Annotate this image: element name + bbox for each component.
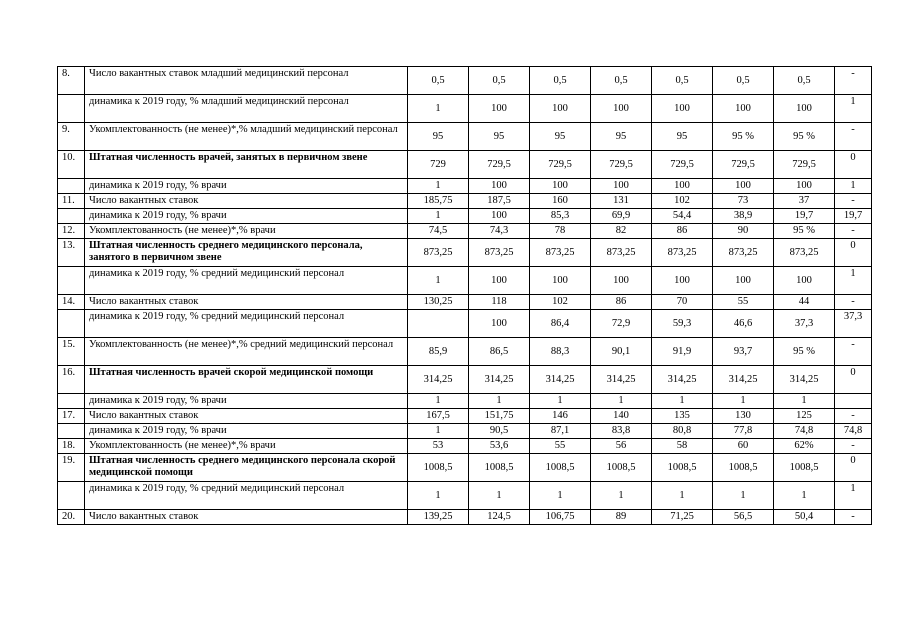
value-cell: 139,25 xyxy=(408,510,469,525)
value-cell: 54,4 xyxy=(652,209,713,224)
table-row xyxy=(58,95,872,123)
table-row xyxy=(58,67,872,95)
row-number: 17. xyxy=(58,409,85,424)
value-cell: 0,5 xyxy=(530,67,591,95)
value-cell: 1 xyxy=(408,424,469,439)
table-row xyxy=(58,394,872,409)
value-cell: 1 xyxy=(530,482,591,510)
final-value-cell xyxy=(835,394,872,409)
value-cell: 56,5 xyxy=(713,510,774,525)
value-cell: 1 xyxy=(591,394,652,409)
value-cell: 37 xyxy=(774,194,835,209)
value-cell: 100 xyxy=(774,179,835,194)
final-value-cell: - xyxy=(835,338,872,366)
final-value-cell: - xyxy=(835,123,872,151)
indicator-name: динамика к 2019 году, % врачи xyxy=(85,209,408,224)
value-cell: 185,75 xyxy=(408,194,469,209)
value-cell: 729,5 xyxy=(774,151,835,179)
indicator-name: Укомплектованность (не менее)*,% средний медицинский персонал xyxy=(85,338,408,366)
indicator-name: Число вакантных ставок xyxy=(85,409,408,424)
value-cell: 100 xyxy=(591,95,652,123)
value-cell: 87,1 xyxy=(530,424,591,439)
value-cell: 1 xyxy=(469,394,530,409)
value-cell: 1008,5 xyxy=(652,454,713,482)
value-cell: 60 xyxy=(713,439,774,454)
table-row xyxy=(58,194,872,209)
final-value-cell: - xyxy=(835,409,872,424)
value-cell: 100 xyxy=(774,95,835,123)
table-row xyxy=(58,209,872,224)
value-cell: 1 xyxy=(774,482,835,510)
table-row xyxy=(58,338,872,366)
value-cell: 0,5 xyxy=(408,67,469,95)
value-cell: 50,4 xyxy=(774,510,835,525)
value-cell: 74,8 xyxy=(774,424,835,439)
value-cell: 1 xyxy=(408,209,469,224)
row-number xyxy=(58,209,85,224)
indicator-name: Укомплектованность (не менее)*,% врачи xyxy=(85,224,408,239)
value-cell: 71,25 xyxy=(652,510,713,525)
value-cell: 90,1 xyxy=(591,338,652,366)
indicator-name: Число вакантных ставок xyxy=(85,194,408,209)
value-cell: 100 xyxy=(713,267,774,295)
table-row xyxy=(58,239,872,267)
value-cell: 19,7 xyxy=(774,209,835,224)
value-cell: 140 xyxy=(591,409,652,424)
row-number: 20. xyxy=(58,510,85,525)
value-cell: 1 xyxy=(652,394,713,409)
value-cell: 93,7 xyxy=(713,338,774,366)
value-cell: 314,25 xyxy=(408,366,469,394)
value-cell: 100 xyxy=(469,267,530,295)
value-cell: 130,25 xyxy=(408,295,469,310)
value-cell: 729,5 xyxy=(713,151,774,179)
table-row xyxy=(58,151,872,179)
indicator-name: динамика к 2019 году, % средний медицинский персонал xyxy=(85,310,408,338)
value-cell: 53,6 xyxy=(469,439,530,454)
value-cell: 1008,5 xyxy=(530,454,591,482)
row-number: 8. xyxy=(58,67,85,95)
value-cell: 729,5 xyxy=(469,151,530,179)
value-cell: 1 xyxy=(713,394,774,409)
value-cell: 1 xyxy=(408,95,469,123)
final-value-cell: 0 xyxy=(835,366,872,394)
value-cell: 37,3 xyxy=(774,310,835,338)
value-cell: 95 xyxy=(408,123,469,151)
value-cell: 873,25 xyxy=(713,239,774,267)
value-cell: 1 xyxy=(530,394,591,409)
value-cell: 0,5 xyxy=(469,67,530,95)
final-value-cell: 1 xyxy=(835,267,872,295)
value-cell: 90 xyxy=(713,224,774,239)
value-cell: 1008,5 xyxy=(469,454,530,482)
table-row xyxy=(58,482,872,510)
value-cell: 83,8 xyxy=(591,424,652,439)
value-cell: 0,5 xyxy=(591,67,652,95)
row-number: 15. xyxy=(58,338,85,366)
value-cell: 100 xyxy=(652,179,713,194)
value-cell: 1 xyxy=(652,482,713,510)
row-number: 13. xyxy=(58,239,85,267)
value-cell: 95 % xyxy=(774,224,835,239)
table-row xyxy=(58,424,872,439)
value-cell: 70 xyxy=(652,295,713,310)
value-cell: 729,5 xyxy=(530,151,591,179)
value-cell: 88,3 xyxy=(530,338,591,366)
value-cell: 0,5 xyxy=(652,67,713,95)
row-number: 11. xyxy=(58,194,85,209)
value-cell: 91,9 xyxy=(652,338,713,366)
indicator-name: Укомплектованность (не менее)*,% врачи xyxy=(85,439,408,454)
value-cell: 130 xyxy=(713,409,774,424)
final-value-cell: 0 xyxy=(835,151,872,179)
indicators-table xyxy=(57,66,872,525)
indicator-name: Число вакантных ставок младший медицинский персонал xyxy=(85,67,408,95)
final-value-cell: 1 xyxy=(835,482,872,510)
value-cell: 1008,5 xyxy=(591,454,652,482)
row-number: 9. xyxy=(58,123,85,151)
value-cell: 100 xyxy=(652,95,713,123)
value-cell: 89 xyxy=(591,510,652,525)
table-row xyxy=(58,510,872,525)
value-cell: 167,5 xyxy=(408,409,469,424)
final-value-cell: - xyxy=(835,224,872,239)
value-cell: 1 xyxy=(408,482,469,510)
value-cell: 95 % xyxy=(713,123,774,151)
value-cell: 100 xyxy=(530,267,591,295)
final-value-cell: - xyxy=(835,439,872,454)
value-cell: 102 xyxy=(652,194,713,209)
indicator-name: Число вакантных ставок xyxy=(85,295,408,310)
value-cell: 100 xyxy=(774,267,835,295)
indicator-name: динамика к 2019 году, % врачи xyxy=(85,179,408,194)
value-cell: 74,3 xyxy=(469,224,530,239)
final-value-cell: 37,3 xyxy=(835,310,872,338)
value-cell: 69,9 xyxy=(591,209,652,224)
value-cell: 100 xyxy=(469,310,530,338)
row-number: 18. xyxy=(58,439,85,454)
value-cell: 53 xyxy=(408,439,469,454)
value-cell: 314,25 xyxy=(530,366,591,394)
value-cell: 1 xyxy=(469,482,530,510)
indicator-name: динамика к 2019 году, % врачи xyxy=(85,424,408,439)
value-cell: 873,25 xyxy=(408,239,469,267)
row-number xyxy=(58,424,85,439)
value-cell: 100 xyxy=(713,179,774,194)
row-number: 19. xyxy=(58,454,85,482)
value-cell: 62% xyxy=(774,439,835,454)
value-cell: 118 xyxy=(469,295,530,310)
value-cell: 85,9 xyxy=(408,338,469,366)
final-value-cell: 74,8 xyxy=(835,424,872,439)
value-cell: 100 xyxy=(530,179,591,194)
value-cell: 160 xyxy=(530,194,591,209)
final-value-cell: - xyxy=(835,295,872,310)
value-cell: 1008,5 xyxy=(713,454,774,482)
row-number: 10. xyxy=(58,151,85,179)
value-cell: 1 xyxy=(408,179,469,194)
value-cell: 100 xyxy=(469,95,530,123)
value-cell: 74,5 xyxy=(408,224,469,239)
final-value-cell: 19,7 xyxy=(835,209,872,224)
value-cell: 100 xyxy=(591,267,652,295)
value-cell: 78 xyxy=(530,224,591,239)
value-cell: 72,9 xyxy=(591,310,652,338)
value-cell: 729,5 xyxy=(591,151,652,179)
value-cell: 1 xyxy=(408,394,469,409)
value-cell: 95 xyxy=(652,123,713,151)
value-cell: 873,25 xyxy=(652,239,713,267)
value-cell: 73 xyxy=(713,194,774,209)
value-cell: 0,5 xyxy=(774,67,835,95)
value-cell: 55 xyxy=(713,295,774,310)
row-number xyxy=(58,179,85,194)
value-cell: 729 xyxy=(408,151,469,179)
value-cell: 0,5 xyxy=(713,67,774,95)
value-cell: 85,3 xyxy=(530,209,591,224)
indicator-name: Число вакантных ставок xyxy=(85,510,408,525)
row-number xyxy=(58,95,85,123)
final-value-cell: - xyxy=(835,194,872,209)
final-value-cell: 1 xyxy=(835,95,872,123)
final-value-cell: - xyxy=(835,67,872,95)
value-cell: 38,9 xyxy=(713,209,774,224)
value-cell: 95 xyxy=(469,123,530,151)
row-number: 12. xyxy=(58,224,85,239)
value-cell: 77,8 xyxy=(713,424,774,439)
value-cell: 55 xyxy=(530,439,591,454)
table-row xyxy=(58,439,872,454)
value-cell: 1 xyxy=(408,267,469,295)
table-body xyxy=(58,67,872,525)
value-cell: 95 xyxy=(591,123,652,151)
final-value-cell: 0 xyxy=(835,454,872,482)
value-cell: 873,25 xyxy=(530,239,591,267)
indicator-name: динамика к 2019 году, % средний медицинский персонал xyxy=(85,482,408,510)
row-number: 16. xyxy=(58,366,85,394)
table-row xyxy=(58,409,872,424)
value-cell: 1 xyxy=(774,394,835,409)
value-cell: 106,75 xyxy=(530,510,591,525)
value-cell: 82 xyxy=(591,224,652,239)
row-number xyxy=(58,394,85,409)
value-cell: 80,8 xyxy=(652,424,713,439)
indicator-name: Штатная численность врачей скорой медицинской помощи xyxy=(85,366,408,394)
value-cell: 873,25 xyxy=(469,239,530,267)
value-cell: 1 xyxy=(713,482,774,510)
indicator-name: динамика к 2019 году, % средний медицинский персонал xyxy=(85,267,408,295)
table-row xyxy=(58,123,872,151)
value-cell: 729,5 xyxy=(652,151,713,179)
row-number xyxy=(58,310,85,338)
value-cell: 58 xyxy=(652,439,713,454)
row-number xyxy=(58,482,85,510)
value-cell: 44 xyxy=(774,295,835,310)
value-cell: 86,5 xyxy=(469,338,530,366)
indicator-name: динамика к 2019 году, % младший медицинский персонал xyxy=(85,95,408,123)
value-cell: 1 xyxy=(591,482,652,510)
value-cell: 90,5 xyxy=(469,424,530,439)
table-row xyxy=(58,179,872,194)
value-cell: 1008,5 xyxy=(408,454,469,482)
value-cell: 100 xyxy=(591,179,652,194)
value-cell: 102 xyxy=(530,295,591,310)
final-value-cell: 0 xyxy=(835,239,872,267)
value-cell: 86 xyxy=(652,224,713,239)
value-cell xyxy=(408,310,469,338)
final-value-cell: 1 xyxy=(835,179,872,194)
value-cell: 95 % xyxy=(774,338,835,366)
value-cell: 86 xyxy=(591,295,652,310)
value-cell: 59,3 xyxy=(652,310,713,338)
value-cell: 314,25 xyxy=(591,366,652,394)
value-cell: 125 xyxy=(774,409,835,424)
value-cell: 124,5 xyxy=(469,510,530,525)
value-cell: 187,5 xyxy=(469,194,530,209)
value-cell: 151,75 xyxy=(469,409,530,424)
value-cell: 873,25 xyxy=(591,239,652,267)
table-row xyxy=(58,295,872,310)
value-cell: 314,25 xyxy=(774,366,835,394)
value-cell: 873,25 xyxy=(774,239,835,267)
value-cell: 56 xyxy=(591,439,652,454)
table-row xyxy=(58,366,872,394)
indicator-name: динамика к 2019 году, % врачи xyxy=(85,394,408,409)
row-number xyxy=(58,267,85,295)
row-number: 14. xyxy=(58,295,85,310)
value-cell: 100 xyxy=(530,95,591,123)
value-cell: 131 xyxy=(591,194,652,209)
indicator-name: Штатная численность врачей, занятых в первичном звене xyxy=(85,151,408,179)
table-row xyxy=(58,310,872,338)
value-cell: 95 % xyxy=(774,123,835,151)
value-cell: 100 xyxy=(713,95,774,123)
value-cell: 95 xyxy=(530,123,591,151)
indicator-name: Укомплектованность (не менее)*,% младший медицинский персонал xyxy=(85,123,408,151)
value-cell: 314,25 xyxy=(652,366,713,394)
table-row xyxy=(58,224,872,239)
value-cell: 46,6 xyxy=(713,310,774,338)
indicator-name: Штатная численность среднего медицинского персонала, занятого в первичном звене xyxy=(85,239,408,267)
value-cell: 135 xyxy=(652,409,713,424)
table-row xyxy=(58,267,872,295)
value-cell: 100 xyxy=(469,179,530,194)
indicator-name: Штатная численность среднего медицинского персонала скорой медицинской помощи xyxy=(85,454,408,482)
value-cell: 314,25 xyxy=(469,366,530,394)
value-cell: 314,25 xyxy=(713,366,774,394)
value-cell: 1008,5 xyxy=(774,454,835,482)
final-value-cell: - xyxy=(835,510,872,525)
value-cell: 100 xyxy=(652,267,713,295)
value-cell: 100 xyxy=(469,209,530,224)
table-row xyxy=(58,454,872,482)
value-cell: 146 xyxy=(530,409,591,424)
value-cell: 86,4 xyxy=(530,310,591,338)
